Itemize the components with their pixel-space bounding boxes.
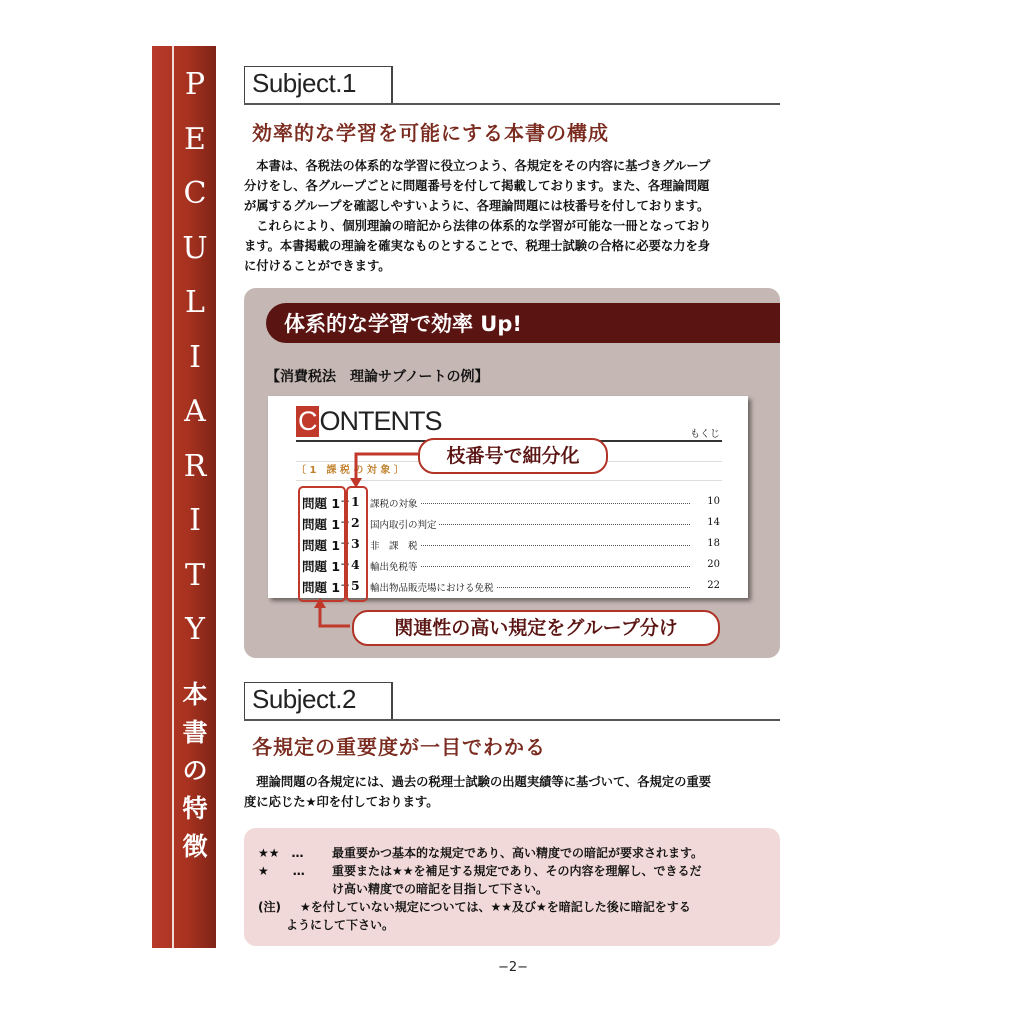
- sidebar-peculiarity-text: [174, 58, 216, 658]
- row-dash: −: [340, 515, 351, 529]
- subject-1-heading: 効率的な学習を可能にする本書の構成: [252, 121, 609, 145]
- sidebar-letter: U: [182, 230, 208, 266]
- contents-title-initial: C: [298, 406, 317, 436]
- sidebar-kanji-char: 書: [182, 718, 208, 747]
- paragraph-line: これらにより、個別理論の暗記から法律の体系的な学習が可能な一冊となっており: [244, 219, 712, 233]
- row-branch-number: 4: [351, 557, 360, 572]
- stars-line-2-mark: ★ …: [258, 864, 305, 878]
- paragraph-line: 分けをし、各グループごとに問題番号を付して掲載しております。また、各理論問題: [244, 179, 710, 193]
- row-dash: −: [340, 536, 351, 550]
- sidebar-letter: P: [184, 67, 206, 102]
- row-mondai: 問題 1: [302, 580, 341, 595]
- stars-line-3-text: け高い精度での暗記を目指して下さい。: [332, 882, 549, 896]
- row-title: 輸出免税等: [370, 562, 418, 573]
- group-highlight-bracket: [298, 486, 346, 602]
- sidebar-kanji-char: 徴: [182, 832, 208, 861]
- row-dash: −: [340, 557, 351, 571]
- paragraph-line: が属するグループを確認しやすいように、各理論問題には枝番号を付しております。: [244, 199, 710, 213]
- stars-line-1-text: 最重要かつ基本的な規定であり、高い精度での暗記が要求されます。: [332, 846, 704, 860]
- stars-line-1-mark: ★★ …: [258, 846, 304, 860]
- row-page: 14: [707, 517, 720, 528]
- subject-1-label: Subject.1: [252, 68, 356, 98]
- sidebar-letter: Y: [185, 612, 205, 647]
- row-branch-number: 5: [351, 578, 360, 593]
- paragraph-line: 度に応じた★印を付しております。: [244, 795, 439, 809]
- sidebar-kanji-char: の: [182, 756, 208, 785]
- row-dash: −: [340, 578, 351, 592]
- stars-note-text: ★を付していない規定については、★★及び★を暗記した後に暗記をする: [300, 900, 691, 914]
- row-page: 22: [707, 580, 720, 591]
- page-number: −2−: [498, 960, 529, 975]
- row-title: 国内取引の判定: [370, 520, 437, 531]
- contents-title: [296, 406, 442, 437]
- row-mondai: 問題 1: [302, 496, 341, 511]
- panel-banner-text: 体系的な学習で効率 Up!: [284, 312, 522, 336]
- contents-section-title: 〔 1 課 税 の 対 象 〕: [296, 461, 722, 481]
- sidebar-kanji-char: 特: [182, 794, 208, 823]
- subject-2-heading: 各規定の重要度が一目でわかる: [252, 735, 546, 759]
- sidebar-letter: R: [183, 448, 207, 484]
- contents-mokuji: もくじ: [690, 429, 720, 440]
- contents-title-rest: ONTENTS: [319, 406, 442, 436]
- callout-grouping: 関連性の高い規定をグループ分け: [352, 610, 720, 646]
- sidebar-kanji-char: 本: [182, 680, 208, 709]
- sidebar-letter: T: [184, 557, 205, 593]
- row-page: 10: [707, 496, 720, 507]
- sidebar-letter: E: [184, 121, 206, 157]
- subject-1-header: [244, 66, 780, 106]
- sidebar-kanji-title: [174, 676, 216, 866]
- row-page: 20: [707, 559, 720, 570]
- row-title: 非 課 税: [370, 541, 418, 552]
- subject-rule: [244, 103, 780, 105]
- stars-note-text-2: ようにして下さい。: [286, 918, 395, 932]
- paragraph-line: 理論問題の各規定には、過去の税理士試験の出題実績等に基づいて、各規定の重要: [244, 775, 712, 789]
- sidebar-letter: I: [189, 503, 201, 538]
- sidebar-letter: C: [183, 176, 207, 211]
- row-title: 課税の対象: [370, 499, 418, 510]
- row-dash: −: [340, 494, 351, 508]
- branch-highlight-bracket: [346, 486, 368, 602]
- subject-2-label: Subject.2: [252, 684, 356, 714]
- callout-branch-number: 枝番号で細分化: [418, 438, 608, 474]
- panel-subtitle: 【消費税法 理論サブノートの例】: [266, 369, 489, 385]
- subject-1-paragraph: [244, 156, 784, 276]
- subject-2-header: [244, 682, 780, 722]
- sidebar-letter: A: [184, 394, 206, 429]
- row-mondai: 問題 1: [302, 559, 341, 574]
- row-branch-number: 2: [351, 515, 360, 530]
- row-branch-number: 3: [351, 536, 360, 551]
- paragraph-line: ます。本書掲載の理論を確実なものとすることで、税理士試験の合格に必要な力を身: [244, 239, 711, 253]
- row-mondai: 問題 1: [302, 517, 341, 532]
- subject-rule: [244, 719, 780, 721]
- stars-note-mark: (注): [258, 900, 281, 914]
- paragraph-line: に付けることができます。: [244, 259, 391, 273]
- row-page: 18: [707, 538, 720, 549]
- row-mondai: 問題 1: [302, 538, 341, 553]
- stars-line-2-text: 重要または★★を補足する規定であり、その内容を理解し、できるだ: [332, 864, 702, 878]
- sidebar-letter: L: [185, 285, 205, 320]
- subject-2-paragraph: [244, 772, 784, 812]
- paragraph-line: 本書は、各税法の体系的な学習に役立つよう、各規定をその内容に基づきグループ: [244, 159, 711, 173]
- sidebar-letter: I: [189, 339, 201, 375]
- row-branch-number: 1: [351, 494, 360, 509]
- row-title: 輸出物品販売場における免税: [370, 583, 494, 594]
